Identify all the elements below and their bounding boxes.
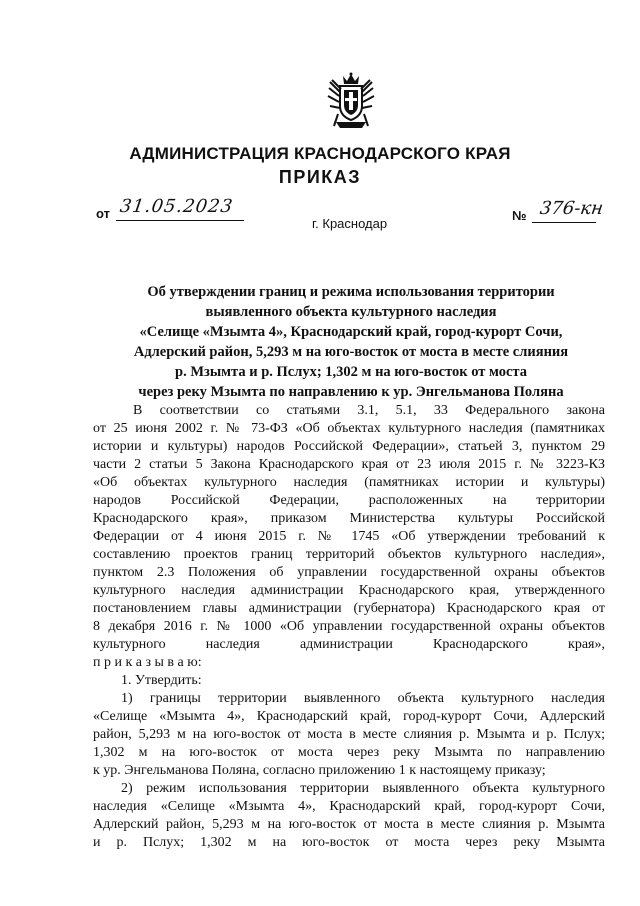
document-meta-row	[0, 196, 640, 232]
number-label: №	[512, 208, 527, 223]
body-line: «Об объектах культурного наследия (памятниках истории и культуры)	[93, 475, 605, 490]
title-line: р. Мзымта и р. Пслух; 1,302 м на юго-восток от моста	[175, 364, 527, 380]
body-line: от 25 июня 2002 г. № 73-ФЗ «Об объектах культурного наследия (памятниках	[93, 421, 605, 436]
body-line: постановлением главы администрации (губернатора) Краснодарского края от	[93, 601, 605, 616]
body-line: части 2 статьи 5 Закона Краснодарского края от 23 июля 2015 г. № 3223-КЗ	[93, 457, 605, 472]
number-underline	[532, 222, 596, 223]
body-line: Краснодарского края», приказом Министерства культуры Российской	[93, 511, 605, 526]
order-body	[93, 402, 605, 852]
body-line: культурного наследия администрации Краснодарского края»,	[93, 637, 605, 652]
body-line: «Селище «Мзымта 4», Краснодарский край, город-курорт Сочи, Адлерский	[93, 709, 605, 724]
title-line: выявленного объекта культурного наследия	[205, 304, 497, 320]
body-line: к ур. Энгельманова Поляна, согласно приложению 1 к настоящему приказу;	[93, 763, 546, 778]
body-line: составлению проектов границ территорий объектов культурного наследия»,	[93, 547, 605, 562]
body-line: наследия «Селище «Мзымта 4», Краснодарский край, город-курорт Сочи,	[93, 799, 605, 814]
body-line: пунктом 2.3 Положения об управлении государственной охраны объектов	[93, 565, 605, 580]
date-underline	[116, 220, 244, 221]
title-line: через реку Мзымта по направлению к ур. Энгельманова Поляна	[138, 384, 564, 400]
body-line: п р и к а з ы в а ю:	[93, 655, 202, 670]
body-line: В соответствии со статьями 3.1, 5.1, 33 Федерального закона	[133, 403, 605, 418]
handwritten-date: 31.05.2023	[118, 196, 235, 217]
order-title	[96, 282, 606, 402]
body-line: 1,302 м на юго-восток от моста через реку Мзымта по направлению	[93, 745, 605, 760]
date-label: от	[96, 206, 110, 221]
body-line: и р. Пслух; 1,302 м на юго-восток от моста через реку Мзымта	[93, 835, 605, 850]
body-line: народов Российской Федерации, расположенных на территории	[93, 493, 605, 508]
organization-name: АДМИНИСТРАЦИЯ КРАСНОДАРСКОГО КРАЯ	[129, 144, 511, 163]
body-line: район, 5,293 м на юго-восток от моста в месте слияния р. Мзымта и р. Пслух;	[93, 727, 605, 742]
title-line: «Селище «Мзымта 4», Краснодарский край, город-курорт Сочи,	[139, 324, 563, 340]
title-line: Адлерский район, 5,293 м на юго-восток от моста в месте слияния	[133, 344, 569, 360]
body-line: 2) режим использования территории выявленного объекта культурного	[121, 781, 605, 796]
body-line: 1) границы территории выявленного объекта культурного наследия	[121, 691, 605, 706]
krasnodar-coat-of-arms-icon	[326, 72, 376, 132]
document-type: ПРИКАЗ	[278, 167, 362, 187]
body-line: Федерации от 4 июня 2015 г. № 1745 «Об утверждении требований к	[93, 529, 605, 544]
city-label: г. Краснодар	[312, 216, 388, 231]
body-line: Адлерский район, 5,293 м на юго-восток от моста в месте слияния р. Мзымта	[93, 817, 605, 832]
body-line: культурного наследия администрации Краснодарского края, утвержденного	[93, 583, 605, 598]
body-line: истории и культуры) народов Российской Федерации», статьей 3, пунктом 29	[93, 439, 605, 454]
body-line: 8 декабря 2016 г. № 1000 «Об управлении государственной охраны объектов	[93, 619, 605, 634]
title-line: Об утверждении границ и режима использования территории	[147, 284, 555, 300]
body-line: 1. Утвердить:	[121, 673, 202, 688]
handwritten-number: 376-кн	[538, 198, 605, 219]
